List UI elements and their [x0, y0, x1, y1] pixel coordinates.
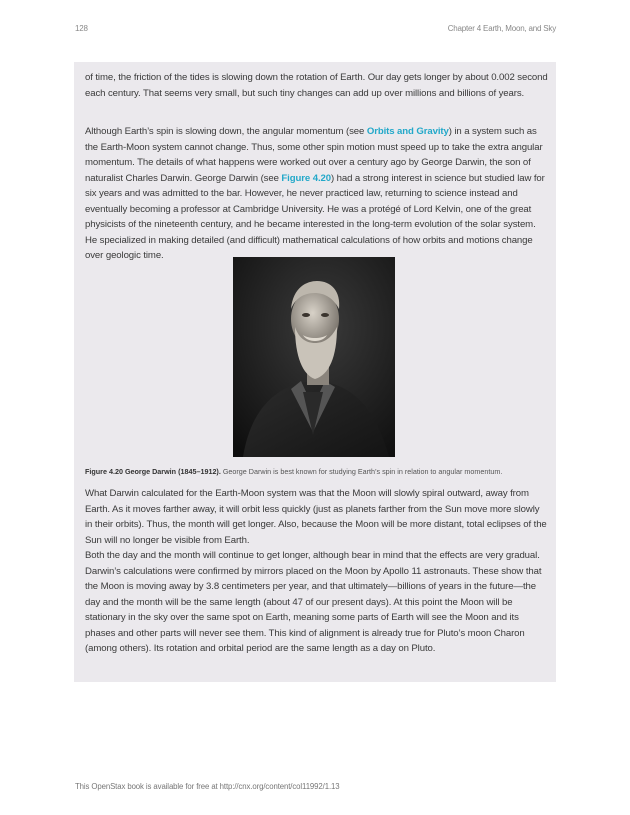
paragraph-2-text-c: ) had a strong interest in science but studied law for six years and was admitted to the bar. However, he never practiced law, returning to science instead and eventually becoming a professor at Cambridge University. He was a protégé of Lord Kelvin, one of the great physicists of the nineteenth century, and he became interested in the long-term evolution of the solar system. He specialized in making detailed (and difficult) mathematical calculations of how orbits and motions change over geologic time. [85, 172, 545, 261]
figure-caption-text: George Darwin is best known for studying Earth’s spin in relation to angular momentum. [222, 467, 503, 476]
page-number: 128 [75, 24, 88, 33]
footer-text: This OpenStax book is available for free at http://cnx.org/content/col11992/1.13 [75, 782, 340, 791]
paragraph-4: Both the day and the month will continue to get longer, although bear in mind that the effects are very gradual. Darwin’s calculations were confirmed by mirrors placed on the Moon by Apollo 11 astronauts. These show that the Moon is moving away by 3.8 centimeters per year, and that ultimately—billions of years in the future—the day and the month will be the same length (about 47 of our present days). At this point the Moon will be stationary in the sky over the same spot on Earth, meaning some parts of Earth will see the Moon and its phases and other parts will never see them. This kind of alignment is already true for Pluto’s moon Charon (among others). Its rotation and orbital period are the same length as a day on Pluto. [85, 550, 542, 654]
darwin-portrait-photo [233, 257, 395, 457]
figure-caption-label: Figure 4.20 George Darwin (1845–1912). [85, 467, 221, 476]
paragraph-2-text-b: ) in a system such as the Earth-Moon system cannot change. Thus, some other spin motion must speed up to take the extra angular momentum. The details of what happens were worked out over a century ago by George Darwin, the son of naturalist Charles Darwin. George Darwin (see [85, 126, 543, 184]
paragraph-1: of time, the friction of the tides is slowing down the rotation of Earth. Our day gets longer by about 0.002 second each century. That seems very small, but such tiny changes can add up over millions and billions of years. [85, 72, 548, 99]
link-orbits-and-gravity[interactable]: Orbits and Gravity [366, 126, 449, 137]
paragraph-2 [85, 124, 549, 264]
portrait-illustration [233, 257, 395, 457]
link-figure-4-20[interactable]: Figure 4.20 [281, 172, 331, 184]
figure-caption [85, 467, 555, 477]
paragraph-2-text-a: Although Earth’s spin is slowing down, the angular momentum (see [85, 126, 367, 137]
chapter-title: Chapter 4 Earth, Moon, and Sky [447, 24, 556, 33]
paragraph-3: What Darwin calculated for the Earth-Moon system was that the Moon will slowly spiral outward, away from Earth. As it moves farther away, it will orbit less quickly (just as planets farther from the Sun move more slowly in their orbits). Thus, the month will get longer. Also, because the Moon will be more distant, total eclipses of the Sun will no longer be visible from Earth. [85, 488, 547, 546]
